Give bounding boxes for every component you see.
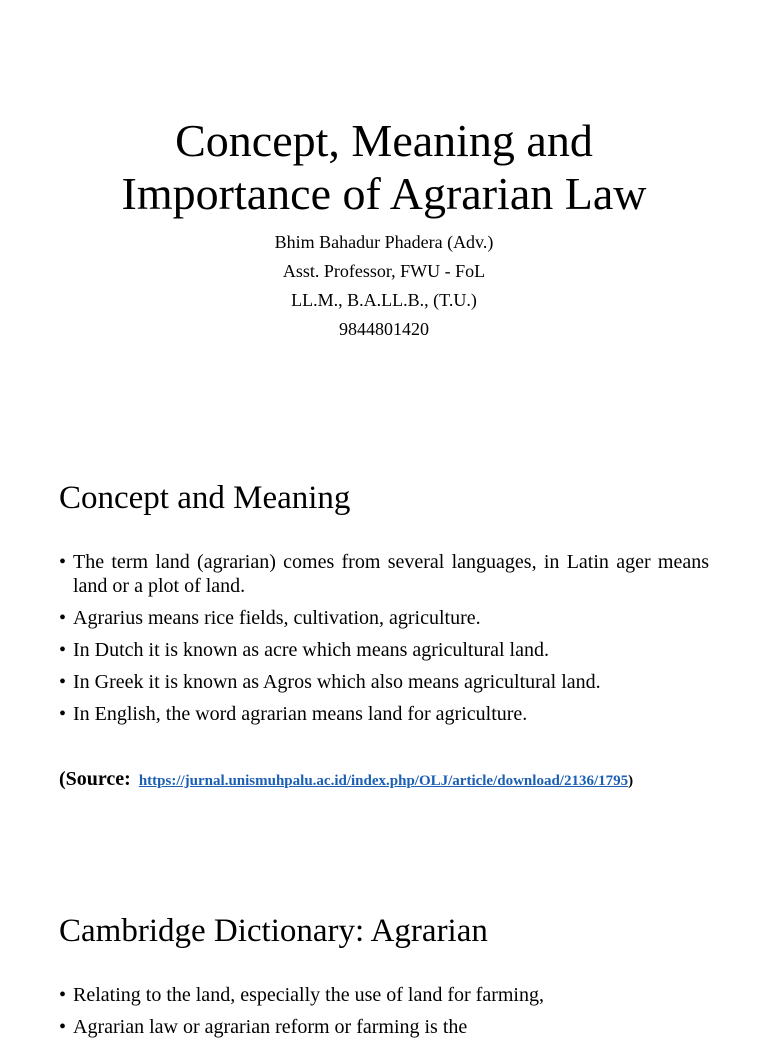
list-item-text: In English, the word agrarian means land for agriculture. (73, 703, 528, 725)
author-degrees: LL.M., B.A.LL.B., (T.U.) (291, 290, 477, 310)
list-item-text: In Greek it is known as Agros which also means agricultural land. (73, 671, 601, 693)
bullet-icon: • (59, 703, 67, 725)
bullet-icon: • (59, 1016, 67, 1038)
bullet-icon: • (59, 671, 67, 693)
title-line-2: Importance of Agrarian Law (121, 168, 647, 219)
section-heading-cambridge: Cambridge Dictionary: Agrarian (59, 913, 488, 949)
source-citation (59, 768, 633, 791)
list-item (59, 550, 709, 598)
source-close-paren: ) (628, 773, 634, 789)
author-info (0, 228, 768, 344)
list-item-text: The term land (agrarian) comes from several languages, in Latin ager means land or a plot of land. (73, 551, 709, 597)
list-item (59, 606, 709, 630)
list-item (59, 638, 709, 662)
list-item-text: Relating to the land, especially the use of land for farming, (73, 984, 544, 1006)
list-item (59, 983, 709, 1007)
bullet-icon: • (59, 607, 67, 629)
source-link[interactable]: https://jurnal.unismuhpalu.ac.id/index.php/OLJ/article/download/2136/1795 (138, 773, 629, 789)
list-item-text: Agrarian law or agrarian reform or farming is the (73, 1016, 468, 1038)
list-item (59, 1015, 709, 1039)
list-item-text: In Dutch it is known as acre which means agricultural land. (73, 639, 549, 661)
section-heading-concept: Concept and Meaning (59, 480, 351, 516)
concept-bullet-list (59, 550, 709, 734)
bullet-icon: • (59, 551, 67, 573)
author-phone: 9844801420 (339, 319, 429, 339)
list-item (59, 702, 709, 726)
bullet-icon: • (59, 984, 67, 1006)
title-line-1: Concept, Meaning and (175, 115, 593, 166)
list-item (59, 670, 709, 694)
author-name: Bhim Bahadur Phadera (Adv.) (274, 232, 494, 252)
slide-title (0, 114, 768, 220)
cambridge-bullet-list (59, 983, 709, 1047)
list-item-text: Agrarius means rice fields, cultivation, agriculture. (73, 607, 481, 629)
bullet-icon: • (59, 639, 67, 661)
source-label: (Source: (59, 768, 131, 790)
author-position: Asst. Professor, FWU - FoL (282, 261, 486, 281)
